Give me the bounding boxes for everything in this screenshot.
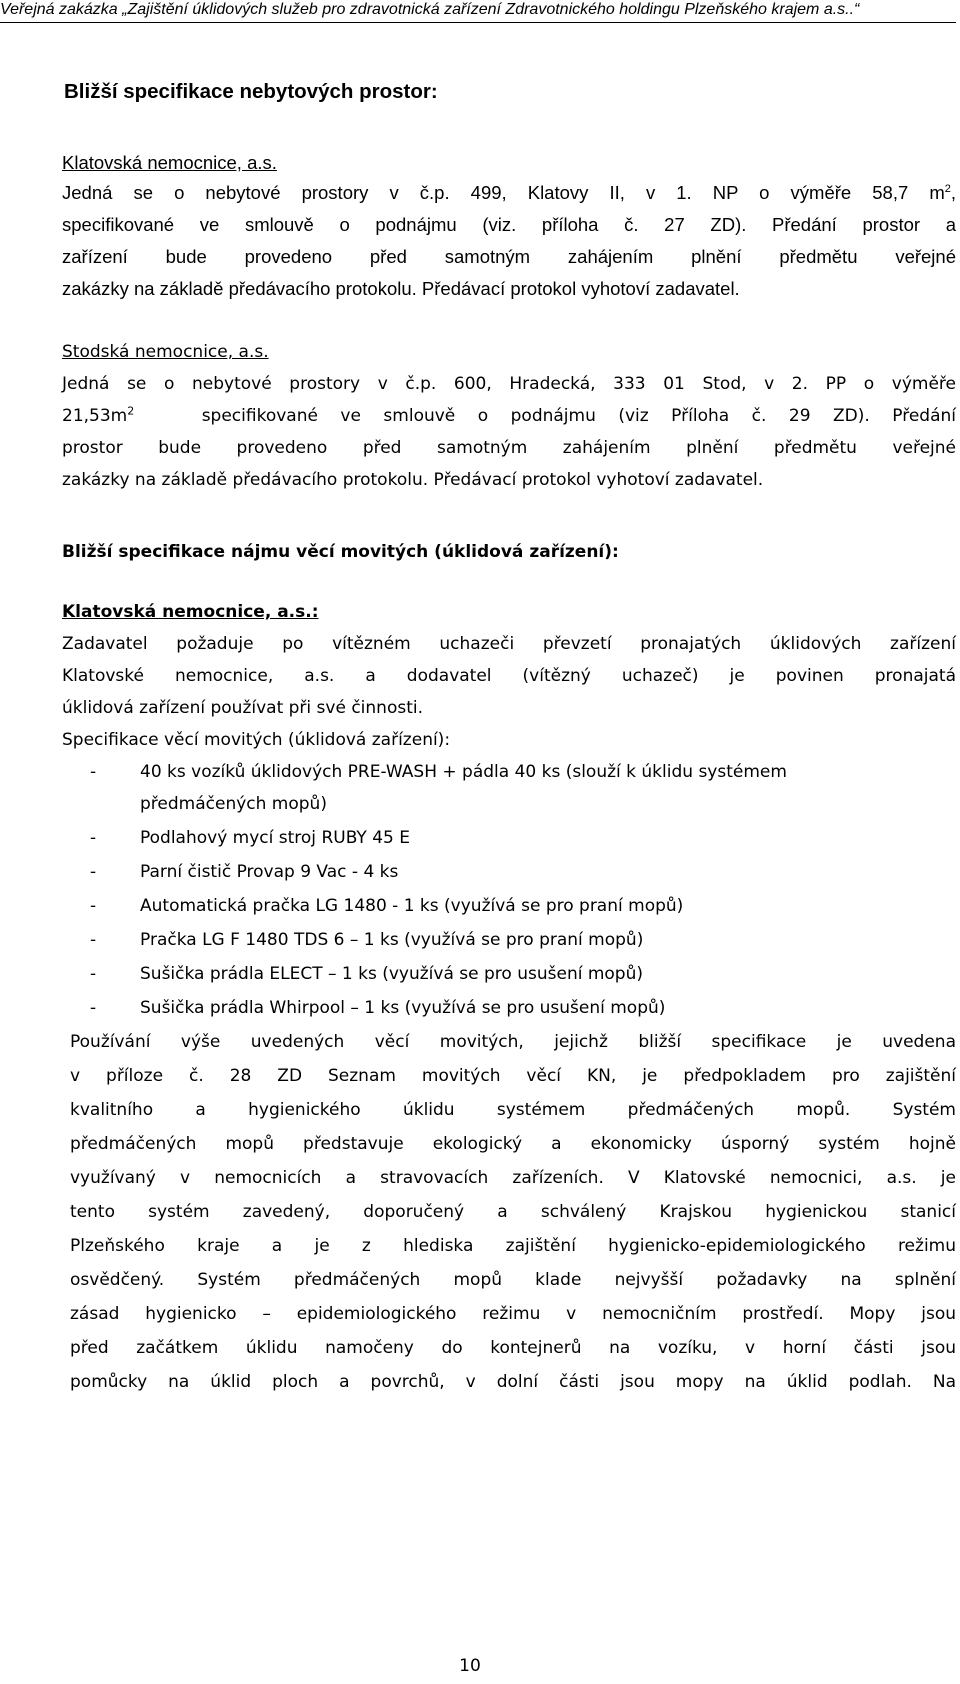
running-header xyxy=(0,0,956,23)
body-line: využívaný v nemocnicích a stravovacích zařízeních. V Klatovské nemocnici, a.s. je xyxy=(70,1168,956,1188)
list-item: Sušička prádla ELECT – 1 ks (využívá se pro usušení mopů) xyxy=(140,964,644,984)
bullet-dash: - xyxy=(90,862,97,882)
intro-line-1: Zadavatel požaduje po vítězném uchazeči převzetí pronajatých úklidových zařízení xyxy=(62,634,956,654)
bullet-dash: - xyxy=(90,828,97,848)
list-item: Parní čistič Provap 9 Vac - 4 ks xyxy=(140,862,399,882)
list-item-continuation: předmáčených mopů) xyxy=(140,794,327,814)
spec-label: Specifikace věcí movitých (úklidová zařízení): xyxy=(62,730,451,750)
body-line: Používání výše uvedených věcí movitých, jejichž bližší specifikace je uvedena xyxy=(70,1032,956,1052)
section-heading-premises: Bližší specifikace nebytových prostor: xyxy=(64,80,438,103)
stod-para-line-1: Jedná se o nebytové prostory v č.p. 600, Hradecká, 333 01 Stod, v 2. PP o výměře xyxy=(62,374,956,394)
stod-hospital-title: Stodská nemocnice, a.s. xyxy=(62,342,269,362)
body-line: zásad hygienicko – epidemiologického režimu v nemocničním prostředí. Mopy jsou xyxy=(70,1304,956,1324)
page-number: 10 xyxy=(459,1656,481,1676)
bullet-dash: - xyxy=(90,762,97,782)
bullet-dash: - xyxy=(90,896,97,916)
running-title: Veřejná zakázka „Zajištění úklidových služeb pro zdravotnická zařízení Zdravotnického holdingu Plzeňského krajem a.s..“ xyxy=(0,1,860,18)
klatovy-movables-title: Klatovská nemocnice, a.s.: xyxy=(62,602,319,622)
klatovy-hospital-title: Klatovská nemocnice, a.s. xyxy=(62,152,277,173)
klatovy-para-line-3: zařízení bude provedeno před samotným zahájením plnění předmětu veřejné xyxy=(62,246,956,267)
body-line: Plzeňského kraje a je z hlediska zajištění hygienicko-epidemiologického režimu xyxy=(70,1236,956,1256)
list-item: Sušička prádla Whirpool – 1 ks (využívá se pro usušení mopů) xyxy=(140,998,666,1018)
stod-para-line-4: zakázky na základě předávacího protokolu. Předávací protokol vyhotoví zadavatel. xyxy=(62,470,764,490)
body-line: pomůcky na úklid ploch a povrchů, v dolní části jsou mopy na úklid podlah. Na xyxy=(70,1372,956,1392)
body-line: osvědčený. Systém předmáčených mopů klade nejvyšší požadavky na splnění xyxy=(70,1270,956,1290)
bullet-dash: - xyxy=(90,998,97,1018)
intro-line-2: Klatovské nemocnice, a.s. a dodavatel (vítězný uchazeč) je povinen pronajatá xyxy=(62,666,956,686)
body-line: před začátkem úklidu namočeny do kontejnerů na vozíku, v horní části jsou xyxy=(70,1338,956,1358)
bullet-dash: - xyxy=(90,930,97,950)
body-line: předmáčených mopů představuje ekologický a ekonomicky úsporný systém hojně xyxy=(70,1134,956,1154)
body-line: tento systém zavedený, doporučený a schválený Krajskou hygienickou stanicí xyxy=(70,1202,956,1222)
klatovy-para-line-2: specifikované ve smlouvě o podnájmu (viz. příloha č. 27 ZD). Předání prostor a xyxy=(62,214,956,235)
klatovy-para-line-4: zakázky na základě předávacího protokolu. Předávací protokol vyhotoví zadavatel. xyxy=(62,278,740,299)
body-line: v příloze č. 28 ZD Seznam movitých věcí KN, je předpokladem pro zajištění xyxy=(70,1066,956,1086)
list-item: Pračka LG F 1480 TDS 6 – 1 ks (využívá se pro praní mopů) xyxy=(140,930,644,950)
stod-para-line-3: prostor bude provedeno před samotným zahájením plnění předmětu veřejné xyxy=(62,438,956,458)
bullet-dash: - xyxy=(90,964,97,984)
stod-para-line-2: $21,53m^2$ specifikované ve smlouvě o podnájmu (viz Příloha č. 29 ZD). Předání xyxy=(62,404,956,426)
intro-line-3: úklidová zařízení používat při své činnosti. xyxy=(62,698,423,718)
list-item: Automatická pračka LG 1480 - 1 ks (využívá se pro praní mopů) xyxy=(140,896,684,916)
section-heading-movables: Bližší specifikace nájmu věcí movitých (úklidová zařízení): xyxy=(62,542,619,562)
body-line: kvalitního a hygienického úklidu systémem předmáčených mopů. Systém xyxy=(70,1100,956,1120)
klatovy-para-line-1: Jedná se o nebytové prostory v č.p. 499, Klatovy II, v 1. NP o výměře 58,7 $m^2$, xyxy=(62,182,956,203)
list-item: Podlahový mycí stroj RUBY 45 E xyxy=(140,828,410,848)
list-item: 40 ks vozíků úklidových PRE-WASH + pádla 40 ks (slouží k úklidu systémem xyxy=(140,762,787,782)
